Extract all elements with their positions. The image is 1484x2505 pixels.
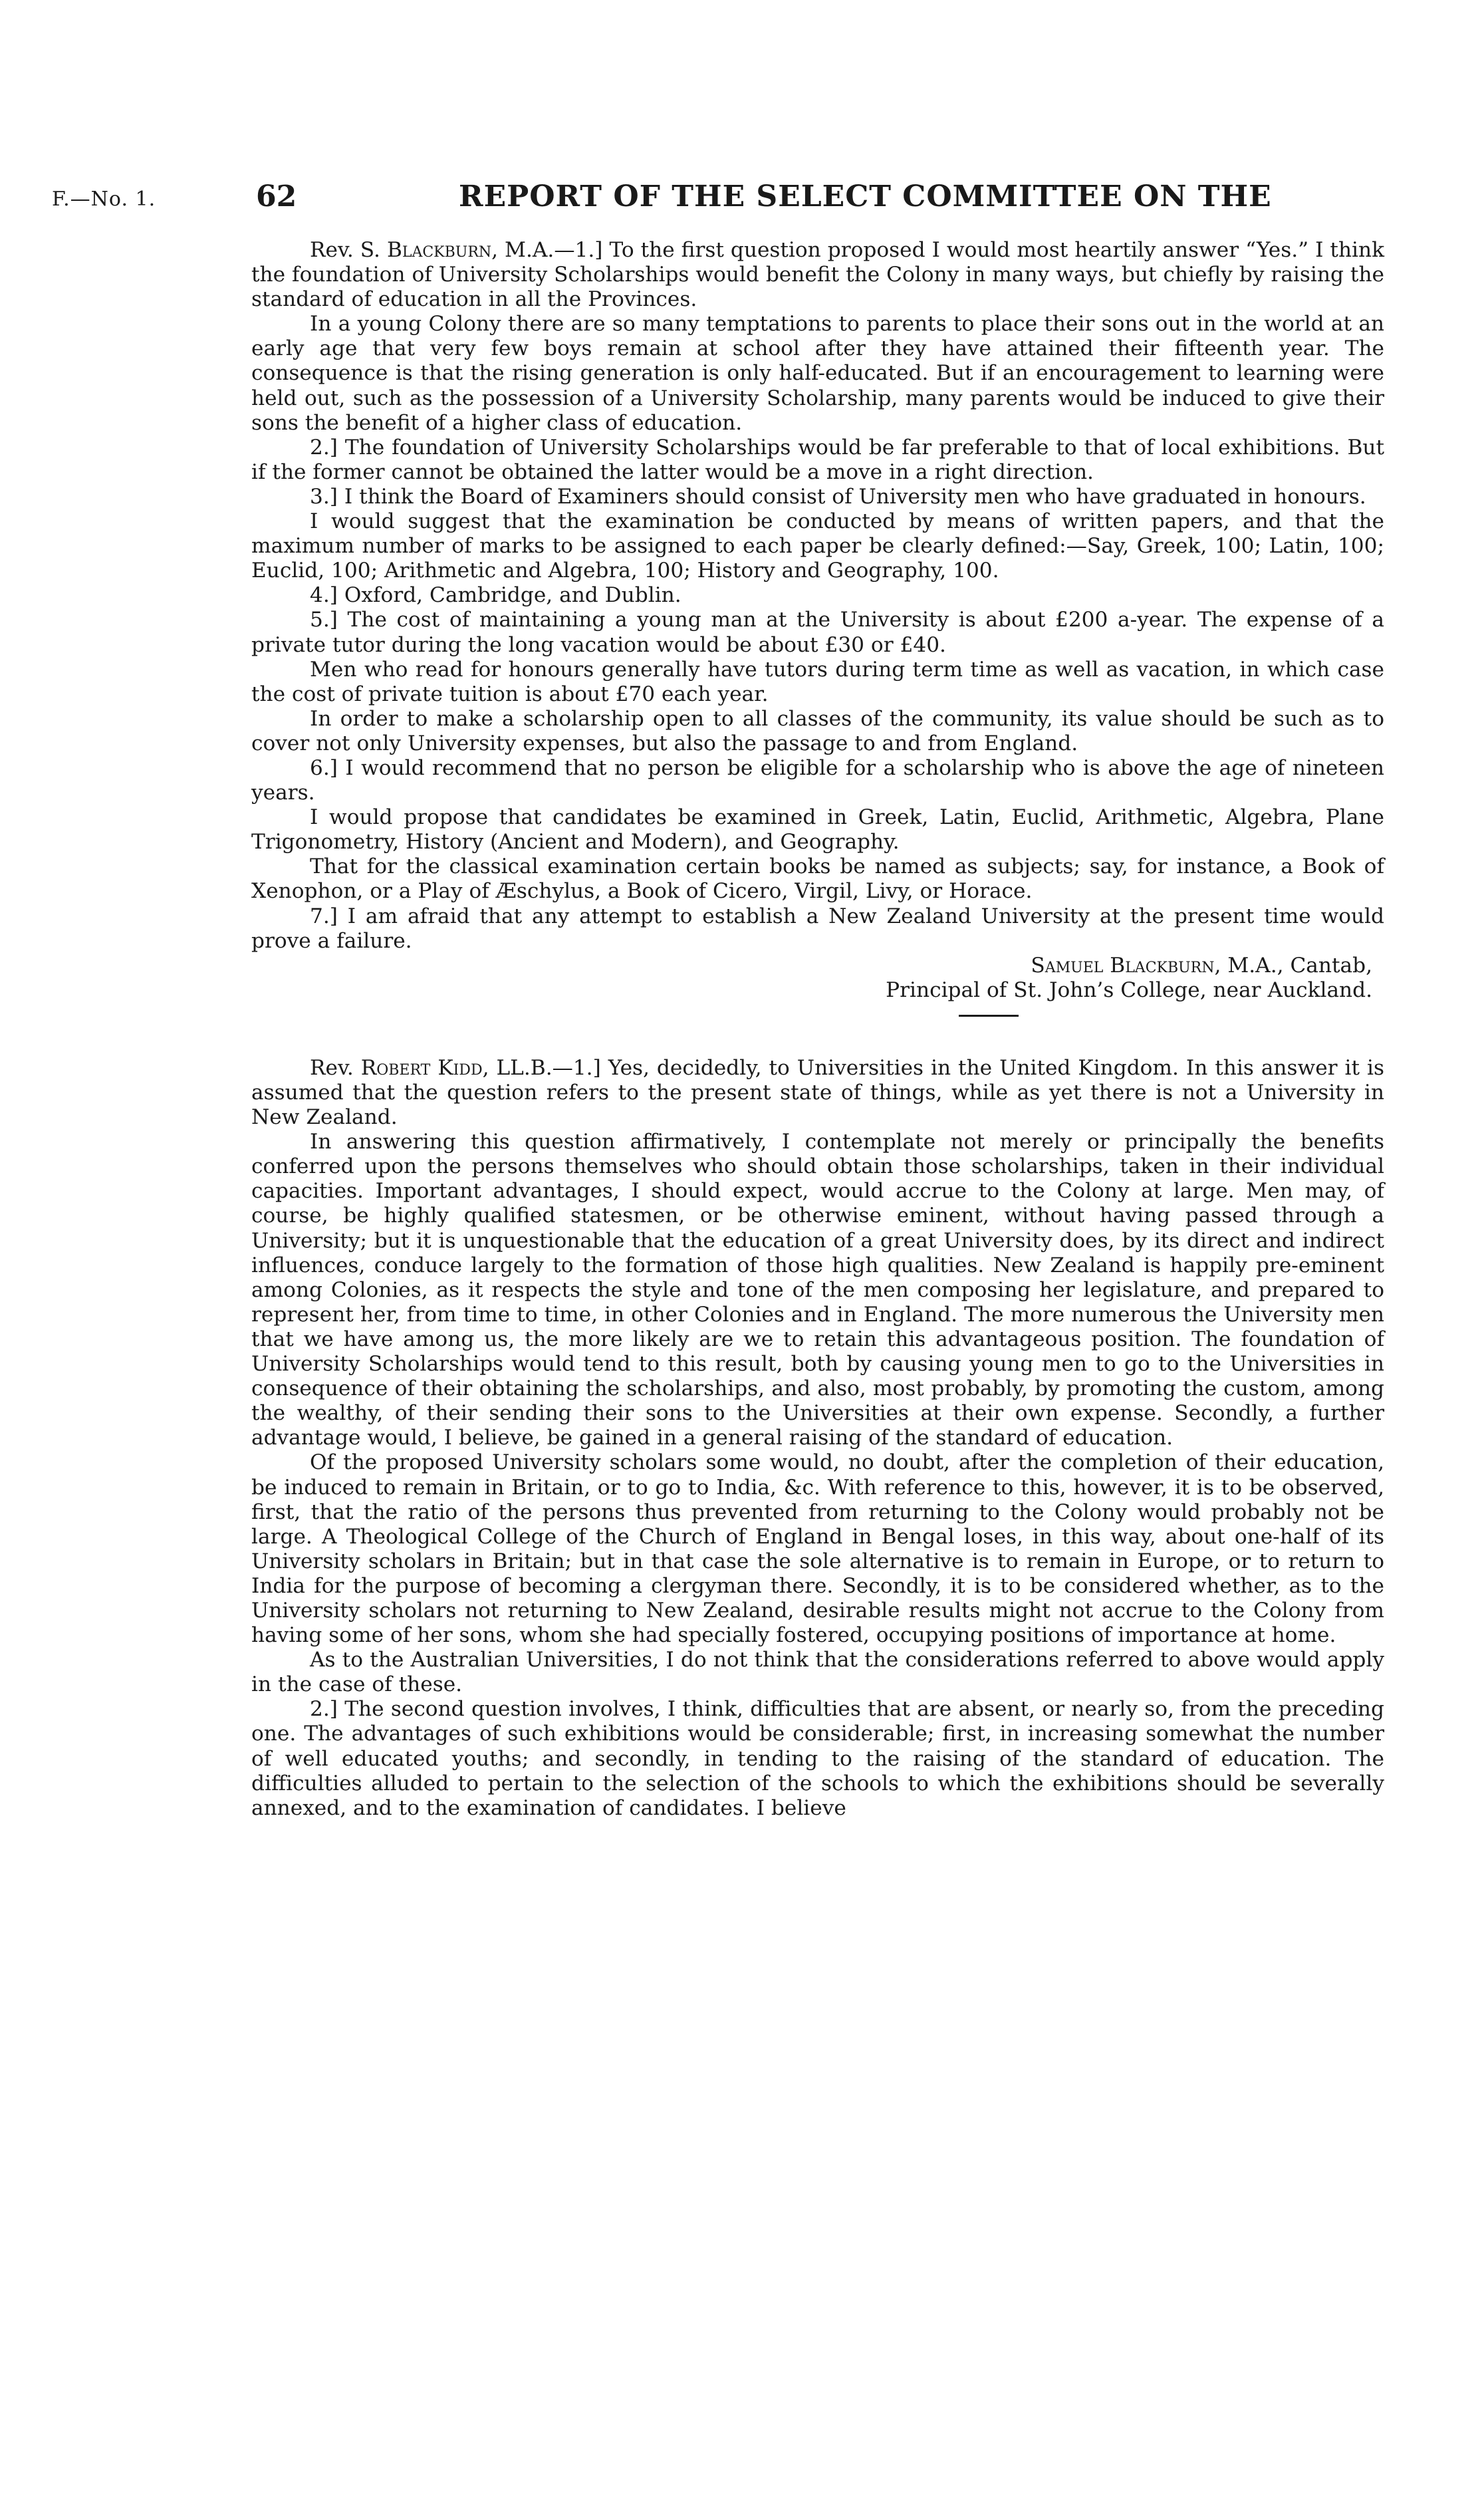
- page-number: 62: [256, 180, 297, 213]
- paragraph: [251, 238, 1384, 312]
- paragraph: 3.] I think the Board of Examiners should consist of University men who have graduated in honours.: [310, 484, 1366, 509]
- paragraph-text: 1.] Yes, decidedly, to Universities in the United Kingdom. In this answer it is assumed that the question refers to the present state of things, while as yet there is not a University in New Zealand.: [251, 1055, 1384, 1130]
- paragraph: 2.] The foundation of University Scholarships would be far preferable to that of local exhibitions. But if the former cannot be obtained the latter would be a move in a right direction.: [251, 435, 1384, 484]
- paragraph: As to the Australian Universities, I do not think that the considerations referred to above would apply in the case of these.: [251, 1648, 1384, 1697]
- paragraph: 7.] I am afraid that any attempt to establish a New Zealand University at the present time would prove a failure.: [251, 904, 1384, 953]
- document-body: [251, 238, 1384, 1821]
- speaker-name: Robert Kidd: [360, 1055, 483, 1080]
- speaker-prefix: Rev. S.: [310, 238, 380, 262]
- paragraph: In a young Colony there are so many temptations to parents to place their sons out in the world at an early age that very few boys remain at school after they have attained their fifteenth year. The consequence is that the rising generation is only half-educated. But if an encouragement to learning were held out, such as the possession of a University Scholarship, many parents would be induced to give their sons the benefit of a higher class of education.: [251, 312, 1384, 435]
- paragraph: 5.] The cost of maintaining a young man at the University is about £200 a-year. The expense of a private tutor during the long vacation would be about £30 or £40.: [251, 608, 1384, 657]
- paragraph: In order to make a scholarship open to all classes of the community, its value should be such as to cover not only University expenses, but also the passage to and from England.: [251, 706, 1384, 755]
- paragraph: I would suggest that the examination be conducted by means of written papers, and that the maximum number of marks to be assigned to each paper be clearly defined:—Say, Greek, 100; Latin, 100; Euclid, 100; Arithmetic and Algebra, 100; History and Geography, 100.: [251, 509, 1384, 583]
- signature-suffix: , M.A., Cantab,: [1214, 953, 1372, 978]
- page-id: F.—No. 1.: [52, 188, 156, 211]
- page-title: REPORT OF THE SELECT COMMITTEE ON THE: [459, 180, 1272, 213]
- letter-kidd: [251, 1056, 1384, 1821]
- letter-blackburn: [251, 238, 1384, 1017]
- paragraph: I would propose that candidates be examined in Greek, Latin, Euclid, Arithmetic, Algebra, Plane Trigonometry, History (Ancient and Modern), and Geography.: [251, 805, 1384, 855]
- paragraph: 2.] The second question involves, I think, difficulties that are absent, or nearly so, from the preceding one. The advantages of such exhibitions would be considerable; first, in increasing somewhat the number of well educated youths; and secondly, in tending to the raising of the standard of education. The difficulties alluded to pertain to the selection of the schools to which the exhibitions should be severally annexed, and to the examination of candidates. I believe: [251, 1697, 1384, 1820]
- paragraph-text: 1.] To the first question proposed I would most heartily answer “Yes.” I think the foundation of University Scholarships would benefit the Colony in many ways, but chiefly by raising the standard of education in all the Provinces.: [251, 238, 1384, 312]
- speaker-name: Blackburn: [386, 238, 492, 262]
- section-separator: [959, 1015, 1019, 1017]
- paragraph: Men who read for honours generally have tutors during term time as well as vacation, in which case the cost of private tuition is about £70 each year.: [251, 657, 1384, 706]
- paragraph: That for the classical examination certain books be named as subjects; say, for instance, a Book of Xenophon, or a Play of Æschylus, a Book of Cicero, Virgil, Livy, or Horace.: [251, 855, 1384, 904]
- paragraph: 6.] I would recommend that no person be eligible for a scholarship who is above the age of nineteen years.: [251, 755, 1384, 805]
- signature-name: Samuel Blackburn: [1031, 953, 1215, 978]
- paragraph: 4.] Oxford, Cambridge, and Dublin.: [310, 583, 681, 608]
- speaker-suffix: , M.A.—: [491, 238, 575, 262]
- signature: [251, 954, 1384, 978]
- paragraph: Of the proposed University scholars some would, no doubt, after the completion of their education, be induced to remain in Britain, or to go to India, &c. With reference to this, however, it is to be observed, first, that the ratio of the persons thus prevented from returning to the Colony would probably not be large. A Theological College of the Church of England in Bengal loses, in this way, about one-half of its University scholars in Britain; but in that case the sole alternative is to remain in Europe, or to return to India for the purpose of becoming a clergyman there. Secondly, it is to be considered whether, as to the University scholars not returning to New Zealand, desirable results might not accrue to the Colony from having some of her sons, whom she had specially fostered, occupying positions of importance at home.: [251, 1450, 1384, 1648]
- speaker-suffix: , LL.B.—: [482, 1055, 573, 1080]
- speaker-prefix: Rev.: [310, 1055, 354, 1080]
- paragraph: In answering this question affirmatively, I contemplate not merely or principally the benefits conferred upon the persons themselves who should obtain those scholarships, taken in their individual capacities. Important advantages, I should expect, would accrue to the Colony at large. Men may, of course, be highly qualified statesmen, or be otherwise eminent, without having passed through a University; but it is unquestionable that the education of a great University does, by its direct and indirect influences, conduce largely to the formation of those high qualities. New Zealand is happily pre-eminent among Colonies, as it respects the style and tone of the men composing her legislature, and prepared to represent her, from time to time, in other Colonies and in England. The more numerous the University men that we have among us, the more likely are we to retain this advantageous position. The foundation of University Scholarships would tend to this result, both by causing young men to go to the Universities in consequence of their obtaining the scholarships, and also, most probably, by promoting the custom, among the wealthy, of their sending their sons to the Universities at their own expense. Secondly, a further advantage would, I believe, be gained in a general raising of the standard of education.: [251, 1130, 1384, 1450]
- paragraph: [251, 1056, 1384, 1130]
- signature-title: Principal of St. John’s College, near Auckland.: [886, 978, 1372, 1002]
